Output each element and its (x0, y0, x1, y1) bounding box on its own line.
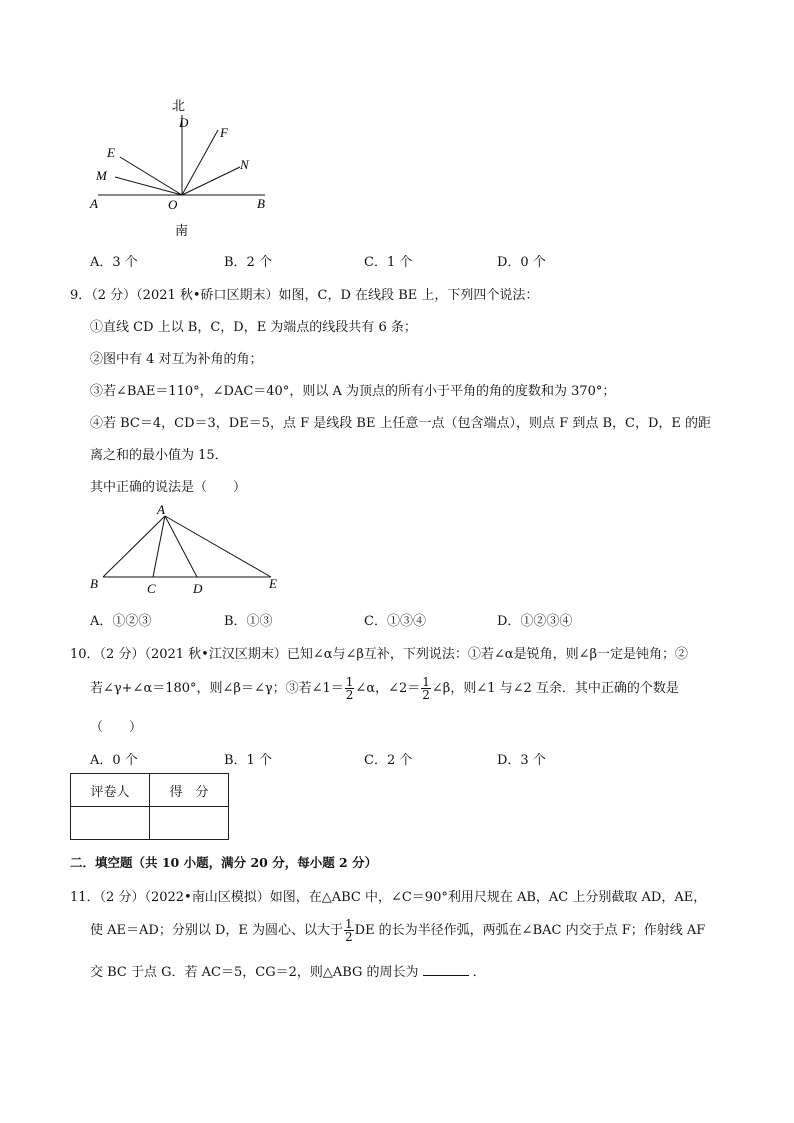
label-south: 南 (175, 224, 189, 239)
q10-option-b: B．1 个 (224, 753, 272, 768)
ray-ON (182, 167, 240, 195)
fraction-half: $\frac{1}{2}$ (345, 675, 354, 702)
label-A: A (90, 196, 98, 211)
q8-option-b: B．2 个 (224, 255, 272, 270)
q10-option-c: C．2 个 (364, 753, 413, 768)
q9-question: 其中正确的说法是（ ） (90, 480, 247, 495)
q10-line-2 (90, 676, 679, 701)
label-E: E (107, 145, 115, 160)
q10-line-2c: ∠β，则∠1 与∠2 互余．其中正确的个数是 (431, 681, 679, 696)
q9-option-c: C．①③④ (364, 614, 426, 629)
q9-statement-1: ①直线 CD 上以 B，C，D，E 为端点的线段共有 6 条； (90, 320, 417, 335)
label-B: B (90, 576, 98, 591)
segment-AC (153, 516, 165, 577)
q10-line-1: 10．（2 分）（2021 秋•江汉区期末）已知∠α与∠β互补，下列说法：①若∠α是锐角，则∠β一定是钝角；② (70, 647, 688, 662)
q9-statement-4b: 离之和的最小值为 15． (90, 448, 228, 463)
q9-option-a: A．①②③ (90, 614, 152, 629)
score-table (70, 773, 229, 840)
q9-statement-3: ③若∠BAE＝110°，∠DAC＝40°，则以 A 为顶点的所有小于平角的角的度数和为 370°； (90, 384, 616, 399)
score-table-score-cell[interactable] (150, 807, 229, 840)
q11-line-3-text: 交 BC 于点 G．若 AC＝5，CG＝2，则△ABG 的周长为 (90, 965, 419, 980)
q8-option-d: D．0 个 (497, 255, 546, 270)
q11-line-1: 11．（2 分）（2022•南山区模拟）如图，在△ABC 中，∠C＝90°利用尺规在 AB，AC 上分别截取 AD，AE， (70, 890, 707, 905)
q10-paren: （ ） (90, 720, 143, 735)
score-table-grader-cell[interactable] (71, 807, 150, 840)
label-A: A (157, 502, 165, 517)
label-B: B (257, 196, 265, 211)
answer-blank[interactable] (423, 963, 469, 976)
q9-stem: 9．（2 分）（2021 秋•硚口区期末）如图，C，D 在线段 BE 上，下列四个说法： (70, 288, 539, 303)
label-north: 北 (172, 99, 186, 114)
q10-option-d: D．3 个 (497, 753, 546, 768)
segment-AB (103, 516, 165, 577)
label-C: C (147, 581, 156, 596)
label-D: D (179, 115, 189, 130)
q10-line-2a: 若∠γ+∠α＝180°，则∠β＝∠γ；③若∠1＝ (90, 681, 344, 696)
label-E: E (269, 576, 277, 591)
q11-line-2b: DE 的长为半径作弧，两弧在∠BAC 内交于点 F；作射线 AF (354, 923, 706, 938)
label-D: D (193, 581, 203, 596)
label-N: N (240, 157, 249, 172)
q10-option-a: A．0 个 (90, 753, 138, 768)
q8-option-a: A．3 个 (90, 255, 138, 270)
score-table-grader-header: 评卷人 (71, 774, 150, 807)
figure-triangle (85, 500, 285, 600)
section-title-fill-in: 二．填空题（共 10 小题，满分 20 分，每小题 2 分） (70, 855, 378, 870)
q11-line-2a: 使 AE＝AD；分别以 D，E 为圆心、以大于 (90, 923, 343, 938)
q9-statement-2: ②图中有 4 对互为补角的角； (90, 352, 263, 367)
ray-OF (182, 130, 218, 195)
q11-line-2 (90, 918, 705, 943)
q9-option-d: D．①②③④ (497, 614, 573, 629)
fraction-half: $\frac{1}{2}$ (345, 917, 353, 944)
q8-option-c: C．1 个 (364, 255, 413, 270)
q9-option-b: B．①③ (224, 614, 273, 629)
q11-line-3 (90, 961, 486, 980)
ray-OM (115, 177, 182, 195)
figure-compass-angles (80, 95, 280, 245)
ray-OE (120, 157, 182, 195)
q10-line-2b: ∠α，∠2＝ (355, 681, 421, 696)
score-table-score-header: 得 分 (150, 774, 229, 807)
label-F: F (220, 125, 228, 140)
q11-line-3-end: ． (472, 965, 486, 980)
q9-statement-4a: ④若 BC＝4，CD＝3，DE＝5，点 F 是线段 BE 上任意一点（包含端点），则点 F 到点 B，C，D，E 的距 (90, 416, 712, 431)
fraction-half: $\frac{1}{2}$ (422, 675, 430, 702)
label-M: M (96, 168, 107, 183)
label-O: O (168, 197, 178, 212)
